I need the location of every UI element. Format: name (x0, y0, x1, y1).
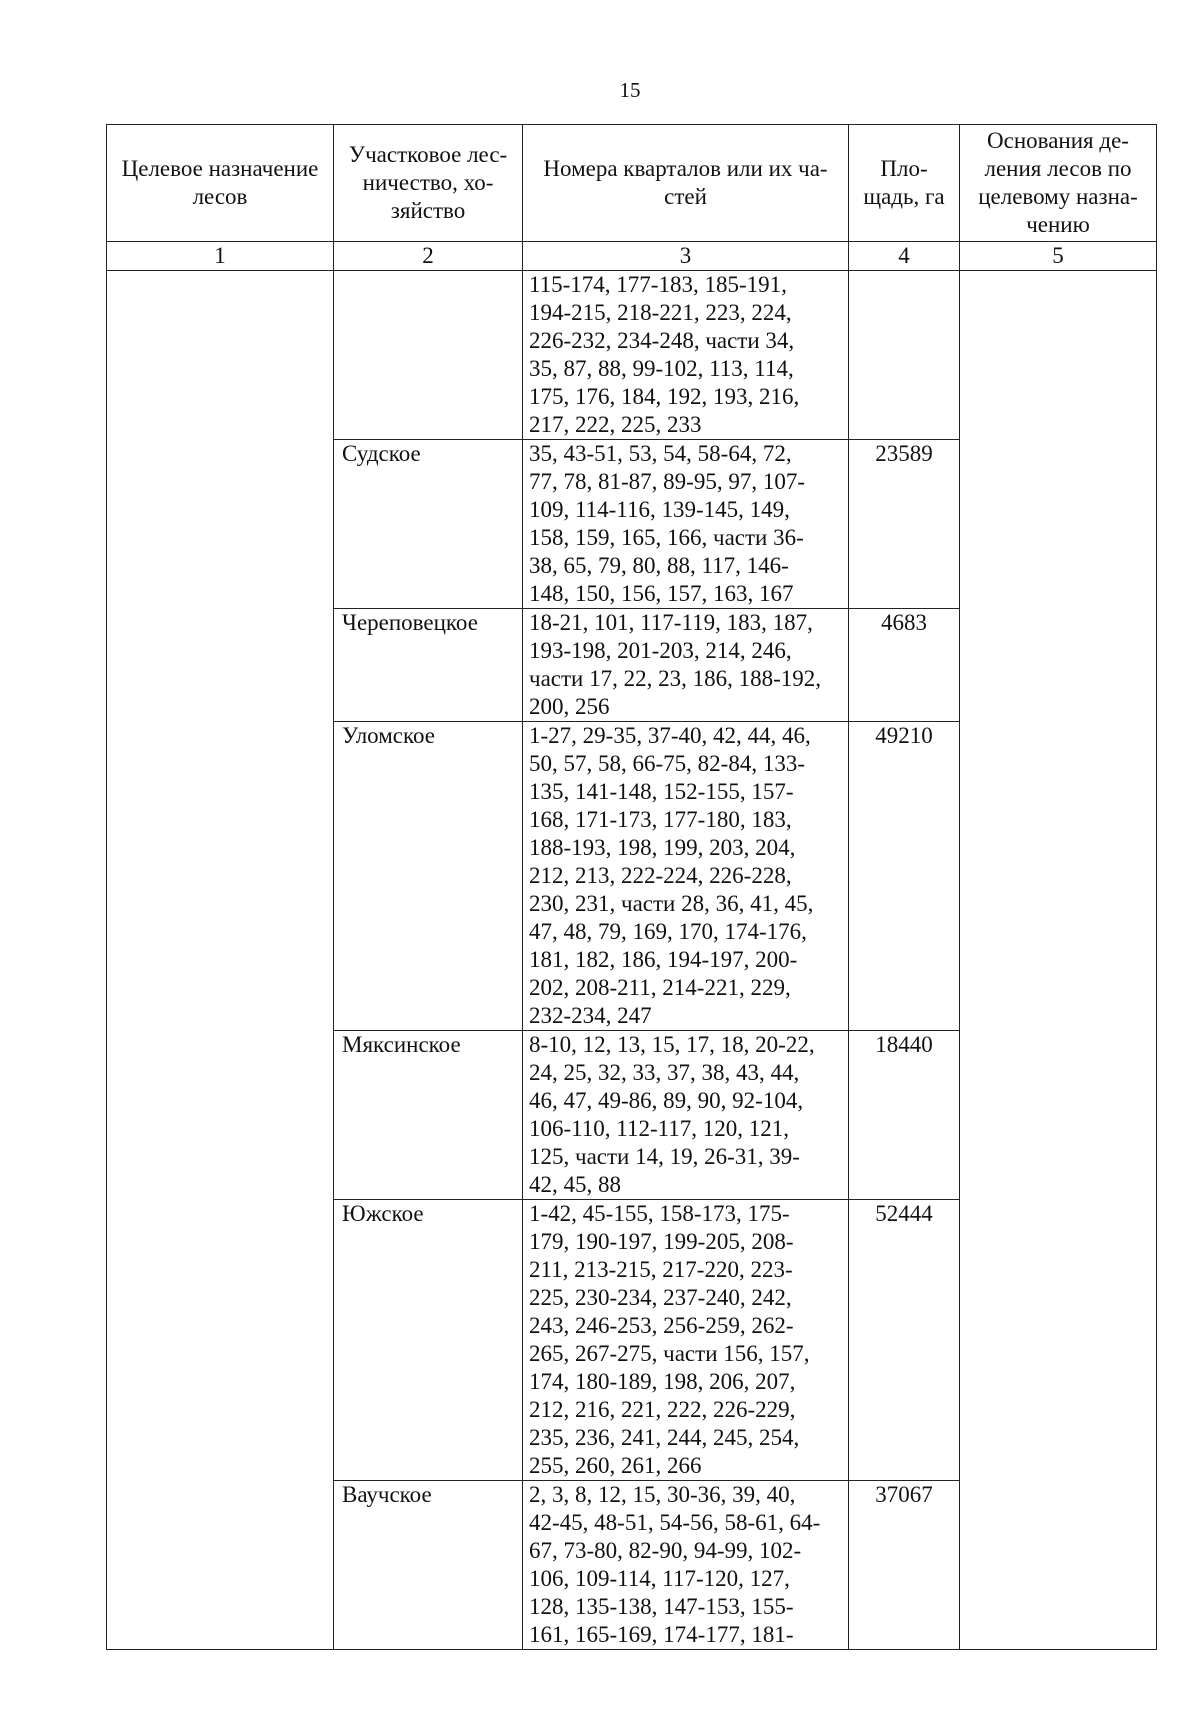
header-purpose (107, 125, 334, 242)
header-line: стей (664, 184, 707, 209)
purpose-cell (107, 271, 334, 1650)
header-line: чению (1026, 212, 1090, 237)
district-cell: Судское (334, 440, 523, 609)
quarters-line: 232-234, 247 (529, 1003, 652, 1028)
area-cell: 18440 (849, 1031, 960, 1200)
quarters-line: 181, 182, 186, 194-197, 200- (529, 947, 798, 972)
quarters-line: 211, 213-215, 217-220, 223- (529, 1257, 793, 1282)
quarters-line: 109, 114-116, 139-145, 149, (529, 497, 790, 522)
quarters-line: 38, 65, 79, 80, 88, 117, 146- (529, 553, 789, 578)
column-number: 2 (334, 242, 523, 271)
quarters-line: 158, 159, 165, 166, части 36- (529, 525, 804, 550)
area-cell: 37067 (849, 1481, 960, 1650)
quarters-line: 18-21, 101, 117-119, 183, 187, (529, 610, 813, 635)
quarters-line: 2, 3, 8, 12, 15, 30-36, 39, 40, (529, 1482, 796, 1507)
quarters-line: части 17, 22, 23, 186, 188-192, (529, 666, 822, 691)
area-cell: 52444 (849, 1200, 960, 1481)
header-line: лесов (192, 184, 248, 209)
quarters-line: 193-198, 201-203, 214, 246, (529, 638, 792, 663)
column-number-row (107, 242, 1157, 271)
area-cell: 4683 (849, 609, 960, 722)
header-area (849, 125, 960, 242)
header-line: ничество, хо- (362, 170, 494, 195)
quarters-line: 106, 109-114, 117-120, 127, (529, 1566, 790, 1591)
quarters-line: 46, 47, 49-86, 89, 90, 92-104, (529, 1088, 804, 1113)
quarters-line: 188-193, 198, 199, 203, 204, (529, 835, 796, 860)
quarters-line: 265, 267-275, части 156, 157, (529, 1341, 810, 1366)
header-district (334, 125, 523, 242)
quarters-cell (523, 271, 849, 440)
header-line: Основания де- (987, 128, 1129, 153)
quarters-line: 42-45, 48-51, 54-56, 58-61, 64- (529, 1510, 821, 1535)
quarters-line: 115-174, 177-183, 185-191, (529, 272, 787, 297)
quarters-line: 106-110, 112-117, 120, 121, (529, 1116, 790, 1141)
quarters-line: 47, 48, 79, 169, 170, 174-176, (529, 919, 807, 944)
district-cell: Южское (334, 1200, 523, 1481)
table-row (107, 271, 1157, 440)
quarters-line: 212, 216, 221, 222, 226-229, (529, 1397, 796, 1422)
quarters-line: 226-232, 234-248, части 34, (529, 328, 795, 353)
quarters-line: 24, 25, 32, 33, 37, 38, 43, 44, (529, 1060, 800, 1085)
quarters-line: 202, 208-211, 214-221, 229, (529, 975, 791, 1000)
header-line: целевому назна- (978, 184, 1138, 209)
quarters-cell (523, 440, 849, 609)
quarters-line: 212, 213, 222-224, 226-228, (529, 863, 792, 888)
forest-purpose-table (106, 124, 1157, 1650)
quarters-cell (523, 722, 849, 1031)
header-row (107, 125, 1157, 242)
header-basis (960, 125, 1157, 242)
district-cell: Уломское (334, 722, 523, 1031)
quarters-line: 217, 222, 225, 233 (529, 412, 702, 437)
quarters-line: 35, 43-51, 53, 54, 58-64, 72, (529, 441, 792, 466)
quarters-cell (523, 609, 849, 722)
quarters-cell (523, 1200, 849, 1481)
quarters-line: 128, 135-138, 147-153, 155- (529, 1594, 794, 1619)
quarters-line: 235, 236, 241, 244, 245, 254, (529, 1425, 800, 1450)
district-cell (334, 271, 523, 440)
column-number: 1 (107, 242, 334, 271)
page-number: 15 (619, 78, 641, 102)
quarters-line: 200, 256 (529, 694, 610, 719)
table-body (107, 271, 1157, 1650)
header-line: щадь, га (863, 184, 945, 209)
quarters-line: 67, 73-80, 82-90, 94-99, 102- (529, 1538, 802, 1563)
quarters-line: 161, 165-169, 174-177, 181- (529, 1622, 794, 1647)
header-line: ления лесов по (984, 156, 1132, 181)
area-cell (849, 271, 960, 440)
quarters-line: 35, 87, 88, 99-102, 113, 114, (529, 356, 794, 381)
quarters-line: 174, 180-189, 198, 206, 207, (529, 1369, 796, 1394)
header-line: Целевое назначение (121, 156, 319, 181)
quarters-line: 230, 231, части 28, 36, 41, 45, (529, 891, 814, 916)
quarters-cell (523, 1481, 849, 1650)
quarters-line: 148, 150, 156, 157, 163, 167 (529, 581, 794, 606)
basis-cell (960, 271, 1157, 1650)
column-number: 5 (960, 242, 1157, 271)
column-number: 3 (523, 242, 849, 271)
area-cell: 23589 (849, 440, 960, 609)
quarters-line: 225, 230-234, 237-240, 242, (529, 1285, 792, 1310)
district-cell: Ваучское (334, 1481, 523, 1650)
quarters-line: 255, 260, 261, 266 (529, 1453, 702, 1478)
quarters-line: 125, части 14, 19, 26-31, 39- (529, 1144, 800, 1169)
quarters-line: 168, 171-173, 177-180, 183, (529, 807, 792, 832)
quarters-line: 42, 45, 88 (529, 1172, 621, 1197)
quarters-line: 194-215, 218-221, 223, 224, (529, 300, 792, 325)
column-number: 4 (849, 242, 960, 271)
quarters-line: 135, 141-148, 152-155, 157- (529, 779, 794, 804)
area-cell: 49210 (849, 722, 960, 1031)
district-cell: Мяксинское (334, 1031, 523, 1200)
quarters-line: 77, 78, 81-87, 89-95, 97, 107- (529, 469, 805, 494)
header-line: Участковое лес- (348, 142, 508, 167)
quarters-line: 8-10, 12, 13, 15, 17, 18, 20-22, (529, 1032, 815, 1057)
quarters-line: 1-27, 29-35, 37-40, 42, 44, 46, (529, 723, 811, 748)
header-quarters (523, 125, 849, 242)
quarters-cell (523, 1031, 849, 1200)
quarters-line: 175, 176, 184, 192, 193, 216, (529, 384, 800, 409)
header-line: зяйство (390, 198, 466, 223)
quarters-line: 50, 57, 58, 66-75, 82-84, 133- (529, 751, 805, 776)
quarters-line: 179, 190-197, 199-205, 208- (529, 1229, 794, 1254)
header-line: Пло- (880, 156, 928, 181)
district-cell: Череповецкое (334, 609, 523, 722)
quarters-line: 1-42, 45-155, 158-173, 175- (529, 1201, 790, 1226)
quarters-line: 243, 246-253, 256-259, 262- (529, 1313, 794, 1338)
header-line: Номера кварталов или их ча- (543, 156, 828, 181)
